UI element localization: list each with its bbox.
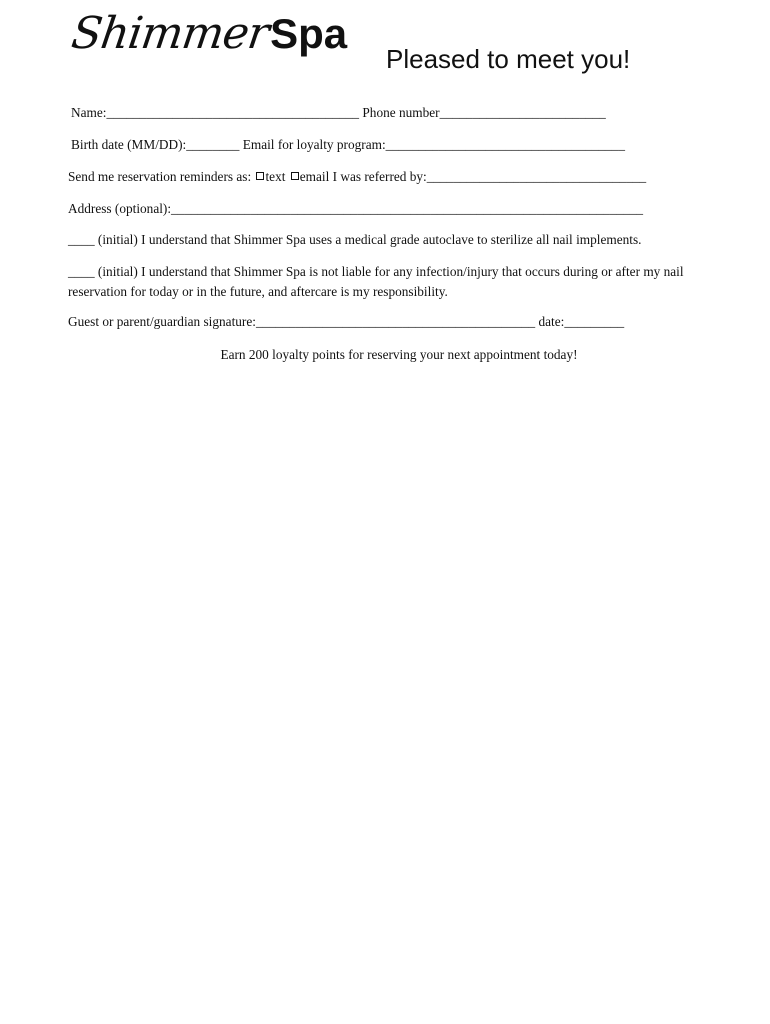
email-option-label: email: [299, 169, 330, 184]
logo-bold-text: Spa: [270, 10, 348, 57]
name-phone-line: Name:______________________________________ Phone number_________________________: [71, 105, 606, 120]
signature-date-line: Guest or parent/guardian signature:__________________________________________ date:_________: [68, 314, 625, 329]
autoclave-consent-line: ____ (initial) I understand that Shimmer Spa uses a medical grade autoclave to sterilize all nail implements.: [68, 232, 642, 247]
reminders-label: Send me reservation reminders as:: [68, 169, 255, 184]
text-checkbox[interactable]: [256, 172, 264, 180]
text-option-label: text: [265, 169, 289, 184]
address-line: Address (optional):_______________________________________________________________________: [68, 201, 644, 216]
reminders-line: [68, 167, 646, 187]
referred-by-label: I was referred by:_________________________________: [329, 169, 647, 184]
email-checkbox[interactable]: [291, 172, 299, 180]
greeting-heading: Pleased to meet you!: [386, 44, 631, 74]
loyalty-promo-text: Earn 200 loyalty points for reserving your next appointment today!: [220, 347, 578, 362]
birthdate-email-line: Birth date (MM/DD):________ Email for loyalty program:____________________________________: [71, 137, 625, 152]
liability-consent-line: ____ (initial) I understand that Shimmer Spa is not liable for any infection/injury that occurs during or after my nail reservation for today or in the future, and aftercare is my responsibility.: [68, 264, 684, 299]
shimmer-spa-logo: [68, 8, 348, 68]
logo-script-text: Shimmer: [68, 8, 272, 59]
